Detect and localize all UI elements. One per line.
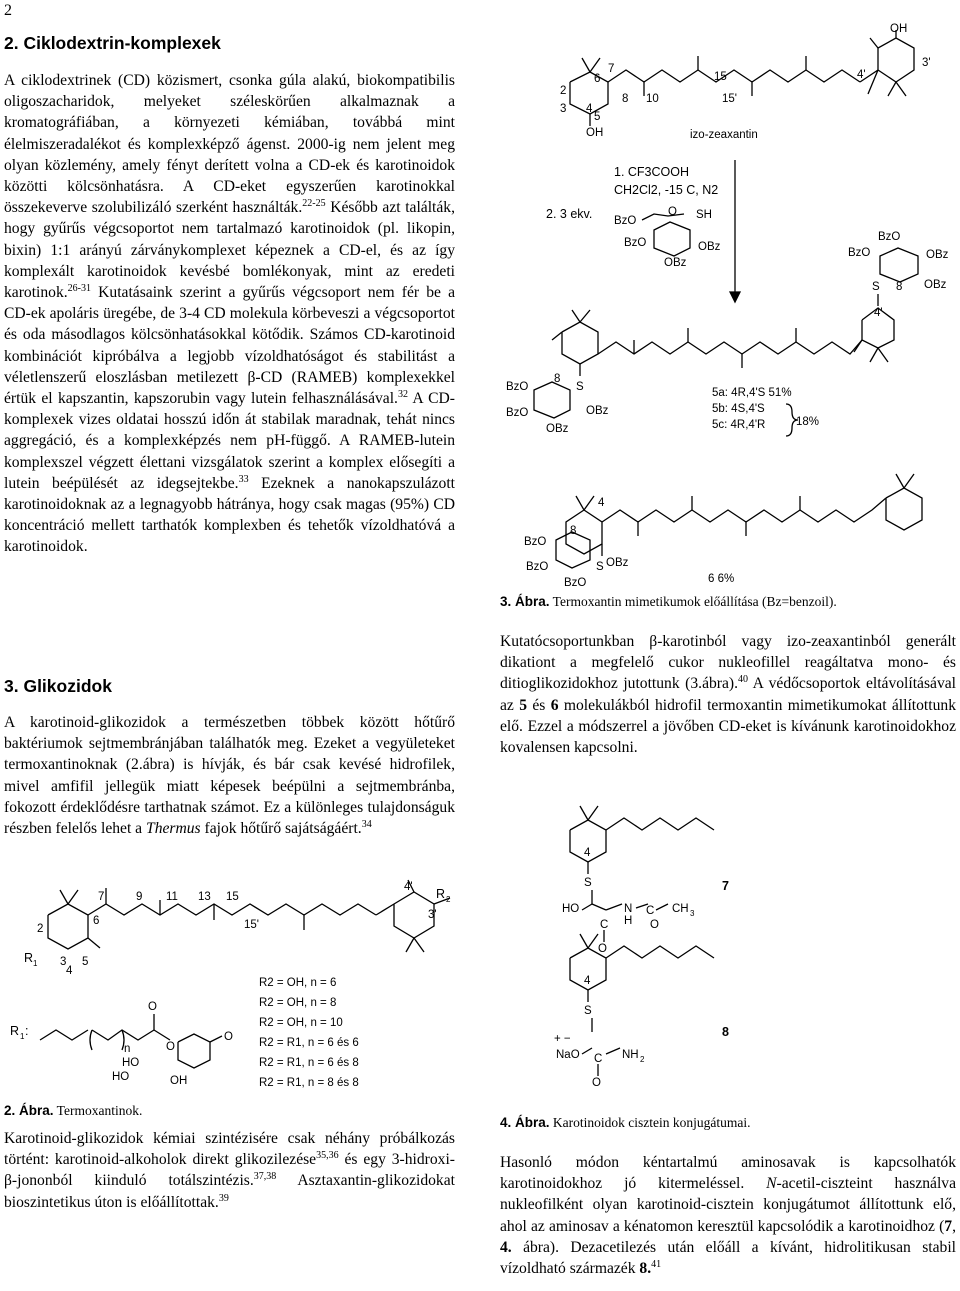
svg-text:O: O [668, 206, 677, 218]
svg-text:R2 = OH, n = 6: R2 = OH, n = 6 [259, 977, 337, 989]
svg-text:N: N [624, 903, 633, 915]
svg-text:C: C [600, 919, 609, 931]
svg-text:1: 1 [33, 959, 38, 968]
svg-text:SH: SH [696, 209, 712, 221]
svg-text:3: 3 [690, 909, 695, 918]
svg-text:2: 2 [37, 923, 44, 935]
svg-text:OH: OH [890, 23, 908, 35]
svg-text:9: 9 [136, 891, 143, 903]
svg-text:BzO: BzO [848, 247, 871, 259]
svg-text:O: O [166, 1041, 175, 1053]
svg-text:OBz: OBz [924, 279, 947, 291]
svg-text:5b: 4S,4'S: 5b: 4S,4'S [712, 403, 765, 415]
svg-text:7: 7 [98, 891, 105, 903]
svg-text:S: S [584, 1005, 592, 1017]
svg-text:R: R [24, 951, 34, 965]
svg-text:4: 4 [598, 497, 605, 509]
svg-text:11: 11 [166, 891, 178, 903]
section-2-paragraph: A ciklodextrinek (CD) közismert, csonka gúla alakú, biokompatibilis oligoszacharidok, melyeket széleskörűen alkalmaznak a kromatográfiában, a környezeti kémiában, továbbá mint élelmiszeradalékot és komplexképző ágenst. 2000-ig nem jelent meg olyan közlemény, amely fényt derített volna a CD-ek és karotinoidok közötti kölcsönhatásra. A CD-eket egyszerűen karotinokkal összekeverve szolubilizáló szerként használták.$^{22-25}$ Később azt találták, hogy gyűrűs végcsoportot nem tartalmazó karotinoidok (pl. likopin, bixin) 1:1 arányú zárványkomplexet képeznek a CD-el, és az így komplexált karotinoidok kevésbé bomlékonyak, mint az eredeti karotinok.$^{26-31}$ Kutatásaink szerint a gyűrűs végcsoport nem fér be a CD-ek apoláris üregébe, de 3-4 CD molekula körbeveszi a végcsoportot és oda másodlagos kölcsönhatásokkal kötődik. Számos CD-karotinoid kombinációt kipróbálva a legjobb vízoldhatóságot és stabilitást a véletlenszerű eloszlásban metilezett β-CD (RAMEB) komplexekkel értük el kapszantin, kapszorubin vagy lutein felhasználásával.$^{32}$ A CD-komplexek vizes oldatai hosszú időn át stabilak maradnak, tehát nincs aggregáció, és a komplexképzés nem pH-függő. A RAMEB-lutein komplexszel végzett élettani vizsgálatok szerint a komplex elősegíti a lutein beépülését az idegsejtekbe.$^{33}$ Ezeknek a nanokapszulázott karotinoidoknak az a legnagyobb hátránya, hogy csak magas (95%) CD koncentráció mellett tarthatók komplexben és tehetők vízoldhatóvá a karotinoidok. [4, 72, 456, 556]
bottom-left-paragraph: Karotinoid-glikozidok kémiai szintézisére csak néhány próbálkozás történt: karotinoid-alkoholok direkt glikozilezése$^{35,36}$ és egy 3-hidroxi-β-jononból kiinduló totálszintézis.$^{37,38}$ Asztaxantin-glikozidokat bioszintetikus úton is előállítottak.$^{39}$ [4, 1130, 455, 1211]
svg-text:BzO: BzO [506, 381, 529, 393]
section-3-heading: 3. Glikozidok [4, 676, 112, 696]
svg-text:5a: 4R,4'S 51%: 5a: 4R,4'S 51% [712, 387, 792, 399]
svg-text:OBz: OBz [698, 241, 721, 253]
svg-text:2. 3 ekv.: 2. 3 ekv. [546, 207, 593, 221]
svg-text:C: C [646, 905, 655, 917]
svg-text:7: 7 [608, 63, 615, 75]
svg-text:n: n [124, 1043, 131, 1055]
svg-text:OBz: OBz [586, 405, 609, 417]
svg-text:BzO: BzO [624, 237, 647, 249]
svg-text:R2 = R1, n = 6 és 8: R2 = R1, n = 6 és 8 [259, 1057, 359, 1069]
svg-text:BzO: BzO [506, 407, 529, 419]
svg-text:H: H [624, 915, 633, 927]
right-paragraph: Kutatócsoportunkban β-karotinból vagy izo-zeaxantinból generált dikationt a megfelelő cukor nukleofillel reagáltatva mono- és ditioglikozidokhoz jutottunk (3.ábra).$^{40}$ A védőcsoportok eltávolításával az 5 és 6 molekulákból hidrofil termoxantin mimetikumokat állítottunk elő. Ezzel a módszerrel a jövőben CD-eket is kívánunk karotinoidokhoz kovalensen kapcsolni. [500, 633, 957, 757]
svg-text:CH2Cl2, -15 C, N2: CH2Cl2, -15 C, N2 [614, 183, 719, 197]
svg-text:8: 8 [896, 281, 903, 293]
svg-text:5c: 4R,4'R: 5c: 4R,4'R [712, 419, 766, 431]
svg-text:HO: HO [112, 1071, 130, 1083]
svg-text:1: 1 [20, 1032, 25, 1041]
svg-text:10: 10 [646, 93, 659, 105]
svg-text:R2 = R1, n = 8 és 8: R2 = R1, n = 8 és 8 [259, 1077, 359, 1089]
svg-text:NaO: NaO [556, 1049, 580, 1061]
svg-text:15: 15 [226, 891, 239, 903]
figure-4-caption: 4. Ábra. Karotinoidok cisztein konjugátumai. [500, 1115, 751, 1130]
svg-text:R2 = R1, n = 6 és 6: R2 = R1, n = 6 és 6 [259, 1037, 359, 1049]
svg-text:8: 8 [570, 525, 577, 537]
section-2-heading: 2. Ciklodextrin-komplexek [4, 33, 221, 53]
page-number: 2 [4, 2, 12, 19]
svg-text:NH: NH [622, 1049, 639, 1061]
svg-text:O: O [598, 943, 607, 955]
svg-text:4: 4 [66, 965, 73, 977]
svg-text:R2 = OH, n = 10: R2 = OH, n = 10 [259, 1017, 343, 1029]
svg-text:+ −: + − [554, 1033, 571, 1045]
svg-text:CH: CH [672, 903, 689, 915]
svg-text:2: 2 [640, 1055, 645, 1064]
svg-text:BzO: BzO [614, 215, 637, 227]
svg-text:8: 8 [722, 1025, 729, 1039]
svg-text:BzO: BzO [526, 561, 549, 573]
figure-2-structures [0, 870, 480, 1100]
svg-text:C: C [594, 1053, 603, 1065]
svg-text:R: R [436, 887, 446, 901]
svg-text:2: 2 [560, 85, 567, 97]
svg-text:S: S [576, 381, 584, 393]
svg-text:O: O [148, 1001, 157, 1013]
svg-text:3': 3' [922, 57, 931, 69]
svg-text:8: 8 [554, 373, 561, 385]
svg-text:BzO: BzO [524, 536, 547, 548]
svg-text:BzO: BzO [564, 577, 587, 589]
svg-text:O: O [650, 919, 659, 931]
svg-text:6: 6 [594, 73, 601, 85]
svg-text:4': 4' [874, 307, 883, 319]
svg-text:O: O [592, 1077, 601, 1089]
svg-text:OH: OH [586, 127, 604, 139]
svg-text:OH: OH [170, 1075, 188, 1087]
svg-text:BzO: BzO [878, 231, 901, 243]
svg-text:OBz: OBz [664, 257, 687, 269]
svg-text:5: 5 [594, 111, 601, 123]
svg-text:HO: HO [122, 1057, 140, 1069]
section-3-paragraph: A karotinoid-glikozidok a természetben többek között hőtűrő baktériumok sejtmembránjában találhatók meg. Ezeket a vegyületeket termoxantinoknak (2.ábra) is hívják, és bár csak kevésé hidrofilek, mivel amfifil jellegük miatt képesek beépülni a sejtmembránba, fokozott érdeklődésre tarthatnak számot. Ez a különleges tulajdonságuk részben felelős lehet a Thermus fajok hőtűrő sajátságáért.$^{34}$ [4, 714, 455, 838]
svg-text:4': 4' [857, 69, 866, 81]
svg-text:R2 = OH, n = 8: R2 = OH, n = 8 [259, 997, 337, 1009]
figure-3-caption: 3. Ábra. Termoxantin mimetikumok előállítása (Bz=benzoil). [500, 594, 837, 609]
svg-text:1. CF3COOH: 1. CF3COOH [614, 165, 690, 179]
svg-text:S: S [872, 281, 880, 293]
svg-text:R: R [10, 1024, 20, 1038]
svg-text:15': 15' [244, 919, 259, 931]
svg-text:8: 8 [622, 93, 629, 105]
svg-text:3': 3' [428, 909, 437, 921]
svg-text:OBz: OBz [546, 423, 569, 435]
svg-text:OBz: OBz [926, 249, 949, 261]
svg-text:7: 7 [722, 879, 729, 893]
svg-text:15: 15 [714, 71, 727, 83]
figure-3-scheme [490, 23, 960, 595]
figure-4-structures [500, 800, 960, 1100]
svg-text:OBz: OBz [606, 557, 629, 569]
svg-text:4: 4 [584, 975, 591, 987]
svg-text:13: 13 [198, 891, 211, 903]
svg-text:3: 3 [560, 103, 567, 115]
svg-text:5: 5 [82, 956, 89, 968]
svg-text:18%: 18% [796, 416, 820, 428]
svg-text:6: 6 [93, 915, 100, 927]
svg-text:HO: HO [562, 903, 580, 915]
svg-text:6 6%: 6 6% [708, 573, 735, 585]
svg-text:4: 4 [584, 847, 591, 859]
svg-text:izo-zeaxantin: izo-zeaxantin [690, 129, 758, 141]
svg-text:4': 4' [404, 881, 413, 893]
svg-text:3: 3 [60, 956, 67, 968]
svg-text:15': 15' [722, 93, 737, 105]
svg-text:2: 2 [446, 895, 451, 904]
svg-text:S: S [596, 561, 604, 573]
figure-2-caption: 2. Ábra. Termoxantinok. [4, 1103, 143, 1118]
bottom-right-paragraph: Hasonló módon kéntartalmú aminosavak is kapcsolhatók karotinoidokhoz jó kitermeléssel. N-acetil-ciszteint használva nukleofilként olyan karotinoid-cisztein konjugátumot állítottunk elő, ahol az aminosav a kénatomon keresztül kapcsolódik a karotinoidhoz (7, 4. ábra). Dezacetilezés után előáll a kívánt, hidrolitikusan stabil vízoldható származék 8.41 [500, 1154, 957, 1278]
svg-text:S: S [584, 877, 592, 889]
svg-text:4: 4 [586, 103, 593, 115]
svg-text::: : [25, 1024, 29, 1038]
svg-text:O: O [224, 1031, 233, 1043]
